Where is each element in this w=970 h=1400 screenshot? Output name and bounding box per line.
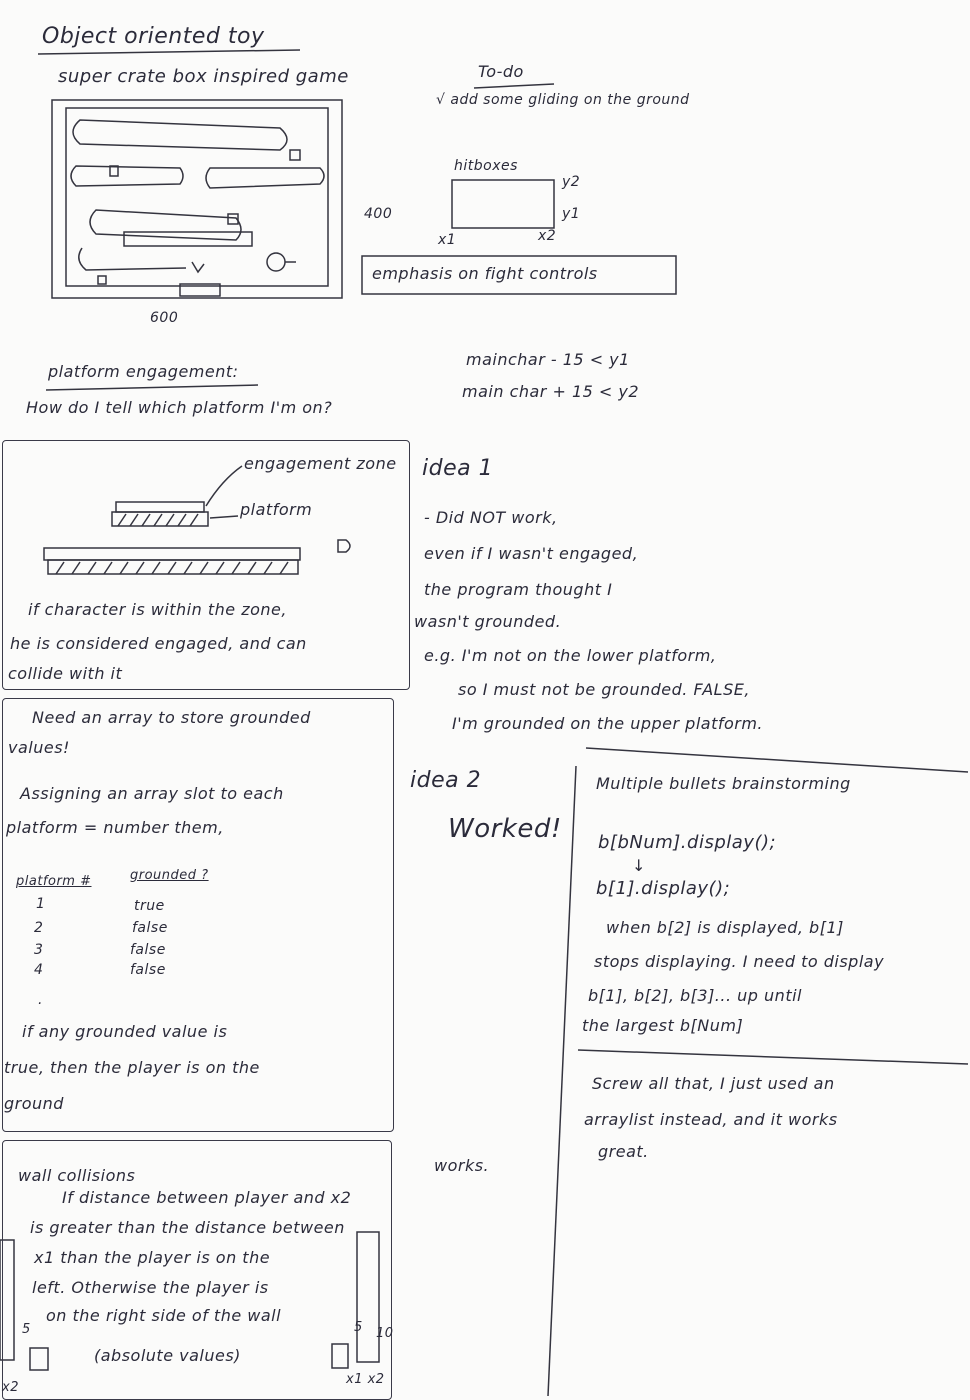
wall-label-10: 10 [376, 1326, 394, 1341]
wall-line-3: x1 than the player is on the [34, 1248, 271, 1267]
idea2-heading: idea 2 [410, 768, 482, 793]
todo-item: √ add some gliding on the ground [436, 92, 690, 108]
sketch-height-label: 400 [364, 206, 393, 222]
formula-1: mainchar - 15 < y1 [466, 350, 630, 369]
bullets-conclusion-1: Screw all that, I just used an [592, 1074, 835, 1093]
wall-label-x1x2: x1 x2 [346, 1372, 385, 1387]
array-footer-3: ground [4, 1094, 64, 1113]
wall-line-4: left. Otherwise the player is [32, 1278, 269, 1297]
idea1-heading: idea 1 [422, 456, 494, 481]
todo-heading: To-do [478, 62, 524, 81]
row-2-num: 2 [34, 920, 44, 936]
array-line-3: Assigning an array slot to each [20, 784, 284, 803]
emphasis-note: emphasis on fight controls [372, 264, 598, 283]
row-3-value: false [130, 942, 166, 958]
wall-line-1: If distance between player and x2 [62, 1188, 352, 1207]
idea1-line-1: - Did NOT work, [424, 508, 558, 527]
bullets-conclusion-3: great. [598, 1142, 649, 1161]
wall-works: works. [434, 1156, 490, 1175]
wall-heading: wall collisions [18, 1166, 136, 1185]
zone-text-1: if character is within the zone, [28, 600, 287, 619]
bullets-arrow: ↓ [632, 856, 646, 875]
wall-label-5-right: 5 [354, 1320, 363, 1335]
formula-2: main char + 15 < y2 [462, 382, 640, 401]
idea2-result: Worked! [448, 814, 562, 844]
wall-line-5: on the right side of the wall [46, 1306, 282, 1325]
idea1-line-2: even if I wasn't engaged, [424, 544, 639, 563]
row-1-value: true [134, 898, 165, 914]
zone-text-3: collide with it [8, 664, 123, 683]
row-ellipsis: . [38, 992, 43, 1008]
bullets-line-1: when b[2] is displayed, b[1] [606, 918, 844, 937]
bullets-line-4: the largest b[Num] [582, 1016, 744, 1035]
array-footer-2: true, then the player is on the [4, 1058, 260, 1077]
platform-engagement-heading: platform engagement: [48, 362, 239, 381]
array-line-2: values! [8, 738, 70, 757]
hitbox-y2: y2 [562, 174, 581, 190]
hitbox-x1: x1 [438, 232, 457, 248]
col-grounded-header: grounded ? [130, 868, 209, 883]
wall-line-2: is greater than the distance between [30, 1218, 345, 1237]
array-line-1: Need an array to store grounded [32, 708, 311, 727]
hitbox-x2: x2 [538, 228, 557, 244]
platform-question: How do I tell which platform I'm on? [26, 398, 333, 417]
row-1-num: 1 [36, 896, 46, 912]
idea1-line-4: wasn't grounded. [414, 612, 562, 631]
hitboxes-label: hitboxes [454, 158, 518, 174]
array-line-4: platform = number them, [6, 818, 224, 837]
array-footer-1: if any grounded value is [22, 1022, 228, 1041]
idea1-line-3: the program thought I [424, 580, 613, 599]
bullets-conclusion-2: arraylist instead, and it works [584, 1110, 838, 1129]
wall-label-5-left: 5 [22, 1322, 31, 1337]
idea1-line-5: e.g. I'm not on the lower platform, [424, 646, 717, 665]
idea1-line-7: I'm grounded on the upper platform. [452, 714, 764, 733]
platform-label: platform [240, 500, 313, 519]
col-platform-header: platform # [16, 874, 92, 889]
bullets-code-1: b[bNum].display(); [598, 832, 777, 853]
page-title: Object oriented toy [42, 24, 265, 49]
bullets-heading: Multiple bullets brainstorming [596, 774, 851, 793]
row-4-num: 4 [34, 962, 44, 978]
idea1-line-6: so I must not be grounded. FALSE, [458, 680, 750, 699]
bullets-code-2: b[1].display(); [596, 878, 731, 899]
row-4-value: false [130, 962, 166, 978]
bullets-line-3: b[1], b[2], b[3]... up until [588, 986, 802, 1005]
zone-text-2: he is considered engaged, and can [10, 634, 307, 653]
row-3-num: 3 [34, 942, 44, 958]
page-subtitle: super crate box inspired game [58, 66, 349, 87]
bullets-line-2: stops displaying. I need to display [594, 952, 885, 971]
wall-label-x2-left: x2 [2, 1380, 19, 1395]
row-2-value: false [132, 920, 168, 936]
wall-note: (absolute values) [94, 1346, 241, 1365]
engagement-zone-label: engagement zone [244, 454, 397, 473]
hitbox-y1: y1 [562, 206, 581, 222]
sketch-width-label: 600 [150, 310, 179, 326]
